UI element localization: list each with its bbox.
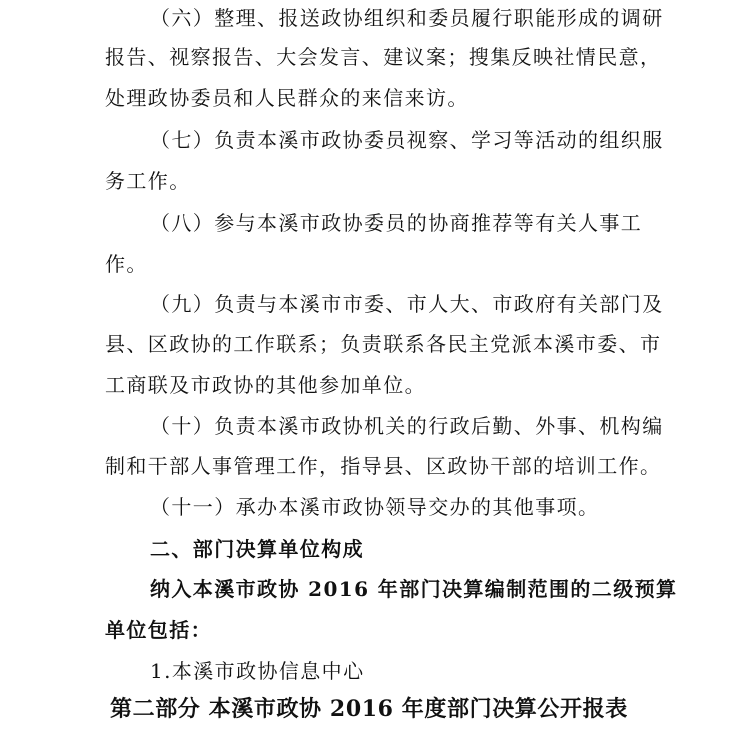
item-7-line-1: （七）负责本溪市政协委员视察、学习等活动的组织服: [150, 128, 664, 152]
item-10-line-2: 制和干部人事管理工作，指导县、区政协干部的培训工作。: [105, 454, 662, 478]
item-10-line-1: （十）负责本溪市政协机关的行政后勤、外事、机构编: [150, 414, 664, 438]
section-heading: 二、部门决算单位构成: [150, 537, 364, 561]
unit-list-item: 1.本溪市政协信息中心: [150, 659, 365, 683]
item-11-line-1: （十一）承办本溪市政协领导交办的其他事项。: [150, 495, 600, 519]
intro-line-2: 单位包括：: [105, 618, 212, 642]
item-9-line-1: （九）负责与本溪市市委、市人大、市政府有关部门及: [150, 292, 664, 316]
item-6-line-3: 处理政协委员和人民群众的来信来访。: [105, 86, 469, 110]
item-7-line-2: 务工作。: [105, 169, 191, 193]
item-6-line-2: 报告、视察报告、大会发言、建议案；搜集反映社情民意，: [105, 45, 662, 69]
item-9-line-2: 县、区政协的工作联系；负责联系各民主党派本溪市委、市: [105, 332, 662, 356]
intro-line-1: 纳入本溪市政协 2016 年部门决算编制范围的二级预算: [150, 577, 678, 601]
item-8-line-1: （八）参与本溪市政协委员的协商推荐等有关人事工: [150, 211, 643, 235]
part-heading: 第二部分 本溪市政协 2016 年度部门决算公开报表: [110, 696, 628, 722]
item-9-line-3: 工商联及市政协的其他参加单位。: [105, 373, 426, 397]
item-8-line-2: 作。: [105, 252, 148, 276]
item-6-line-1: （六）整理、报送政协组织和委员履行职能形成的调研: [150, 6, 664, 30]
